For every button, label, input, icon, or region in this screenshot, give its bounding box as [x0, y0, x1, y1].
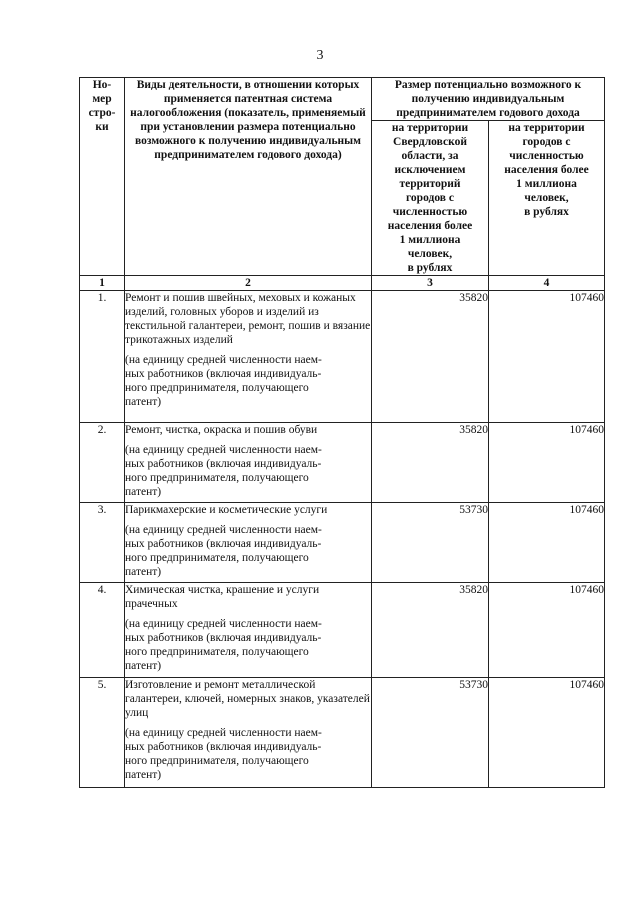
header-activity: Виды деятельности, в отношении которых применяется патентная система налогообложения (показатель, применяемый при установлении размера потенциально возможного к получению индивидуальным предпринимателем годового дохода)	[125, 78, 372, 276]
table-row	[80, 583, 605, 678]
income-region: 35820	[372, 583, 489, 678]
table-row	[80, 291, 605, 423]
activity-cell	[125, 678, 372, 788]
header-row-1	[80, 78, 605, 121]
column-index: 4	[489, 276, 605, 291]
tax-table	[79, 77, 605, 788]
page-number: 3	[316, 48, 324, 63]
income-cities: 107460	[489, 583, 605, 678]
activity-name: Химическая чистка, крашение и услуги прачечных	[125, 584, 320, 611]
activity-cell	[125, 503, 372, 583]
row-number: 4.	[80, 583, 125, 678]
row-number: 5.	[80, 678, 125, 788]
activity-note: (на единицу средней численности наем- ных работников (включая индивидуаль- ного предпринимателя, получающего патент)	[125, 727, 322, 782]
row-number: 1.	[80, 291, 125, 423]
header-income-size: Размер потенциально возможного к получению индивидуальным предпринимателем годового дохода	[372, 78, 605, 121]
income-cities: 107460	[489, 503, 605, 583]
column-index: 2	[125, 276, 372, 291]
income-region: 35820	[372, 423, 489, 503]
activity-name: Ремонт, чистка, окраска и пошив обуви	[125, 424, 318, 437]
activity-note: (на единицу средней численности наем- ных работников (включая индивидуаль- ного предпринимателя, получающего патент)	[125, 444, 322, 499]
table-row	[80, 503, 605, 583]
column-index-row	[80, 276, 605, 291]
activity-note: (на единицу средней численности наем- ных работников (включая индивидуаль- ного предпринимателя, получающего патент)	[125, 354, 322, 409]
activity-cell	[125, 583, 372, 678]
income-region: 53730	[372, 678, 489, 788]
activity-name: Изготовление и ремонт металлической галантереи, ключей, номерных знаков, указателей улиц	[125, 679, 370, 720]
column-index: 3	[372, 276, 489, 291]
income-cities: 107460	[489, 678, 605, 788]
income-cities: 107460	[489, 423, 605, 503]
activity-note: (на единицу средней численности наем- ных работников (включая индивидуаль- ного предпринимателя, получающего патент)	[125, 524, 322, 579]
activity-name: Ремонт и пошив швейных, меховых и кожаных изделий, головных уборов и изделий из текстильной галантереи, ремонт, пошив и вязание трикотажных изделий	[125, 292, 371, 347]
header-row-number: Но- мер стро- ки	[80, 78, 125, 276]
row-number: 3.	[80, 503, 125, 583]
header-cities: на территории городов с численностью населения более 1 миллиона человек, в рублях	[489, 121, 605, 276]
activity-cell	[125, 291, 372, 423]
column-index: 1	[80, 276, 125, 291]
activity-name: Парикмахерские и косметические услуги	[125, 504, 328, 517]
activity-note: (на единицу средней численности наем- ных работников (включая индивидуаль- ного предпринимателя, получающего патент)	[125, 618, 322, 673]
income-region: 53730	[372, 503, 489, 583]
income-cities: 107460	[489, 291, 605, 423]
table-row	[80, 678, 605, 788]
income-region: 35820	[372, 291, 489, 423]
activity-cell	[125, 423, 372, 503]
table-row	[80, 423, 605, 503]
header-region: на территории Свердловской области, за исключением территорий городов с численностью населения более 1 миллиона человек, в рублях	[372, 121, 489, 276]
row-number: 2.	[80, 423, 125, 503]
